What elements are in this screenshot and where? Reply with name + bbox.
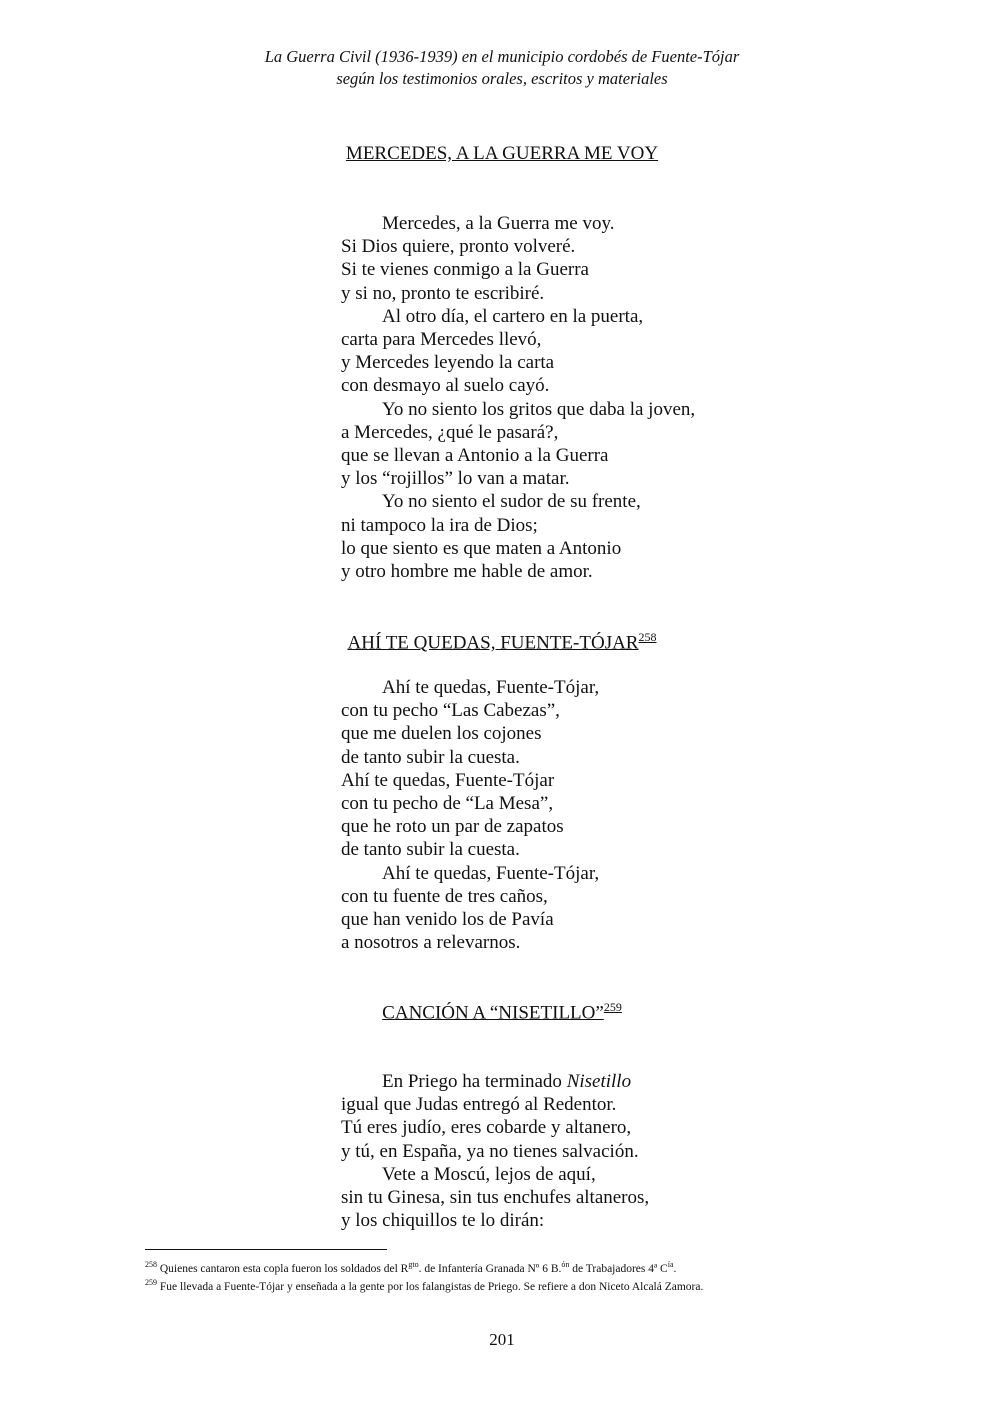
- verse-line: que he roto un par de zapatos: [341, 816, 564, 838]
- running-header-line-2: según los testimonios orales, escritos y materiales: [336, 69, 668, 88]
- footnote-separator: [145, 1249, 387, 1250]
- verse-line: con tu pecho “Las Cabezas”,: [341, 700, 560, 722]
- verse-line: lo que siento es que maten a Antonio: [341, 537, 622, 559]
- verse-line: y si no, pronto te escribiré.: [341, 282, 545, 304]
- footnote-ref-258: 258: [638, 630, 657, 644]
- verse-line: Ahí te quedas, Fuente-Tójar,: [382, 677, 600, 698]
- verse-line: de tanto subir la cuesta.: [341, 746, 520, 768]
- verse-line: que han venido los de Pavía: [341, 909, 554, 931]
- verse-line: Yo no siento los gritos que daba la joven,: [382, 398, 696, 420]
- verse-line: Al otro día, el cartero en la puerta,: [382, 305, 644, 327]
- song-verse-nisetillo: [341, 1070, 649, 1232]
- running-header-line-1: La Guerra Civil (1936-1939) en el municipio cordobés de Fuente-Tójar: [264, 47, 740, 66]
- verse-line: Si te vienes conmigo a la Guerra: [341, 259, 589, 281]
- verse-line: Mercedes, a la Guerra me voy.: [382, 213, 615, 234]
- song-verse-fuente-tojar: [341, 676, 599, 954]
- verse-line: Tú eres judío, eres cobarde y altanero,: [341, 1117, 632, 1139]
- verse-line: y otro hombre me hable de amor.: [341, 561, 593, 583]
- verse-line: y los “rojillos” lo van a matar.: [341, 468, 570, 490]
- verse-line: igual que Judas entregó al Redentor.: [341, 1094, 617, 1116]
- verse-line: ni tampoco la ira de Dios;: [341, 514, 538, 536]
- song-title-mercedes: MERCEDES, A LA GUERRA ME VOY: [345, 143, 659, 164]
- verse-line: con desmayo al suelo cayó.: [341, 375, 550, 397]
- song-title-nisetillo: CANCIÓN A “NISETILLO”$^{259}$: [382, 1000, 622, 1024]
- verse-line: que se llevan a Antonio a la Guerra: [341, 445, 609, 467]
- page-number: 201: [489, 1330, 515, 1349]
- verse-line: Yo no siento el sudor de su frente,: [382, 491, 641, 513]
- verse-line: sin tu Ginesa, sin tus enchufes altaneros,: [341, 1187, 650, 1209]
- footnote-ref-259: 259: [603, 1000, 622, 1014]
- verse-line: y los chiquillos te lo dirán:: [341, 1210, 545, 1232]
- verse-line: Si Dios quiere, pronto volveré.: [341, 236, 576, 258]
- verse-line: de tanto subir la cuesta.: [341, 839, 520, 861]
- verse-line: Ahí te quedas, Fuente-Tójar,: [382, 862, 600, 884]
- verse-line: En Priego ha terminado Nisetillo: [382, 1071, 632, 1092]
- verse-line: y tú, en España, ya no tienes salvación.: [341, 1140, 639, 1162]
- verse-line: Ahí te quedas, Fuente-Tójar: [341, 769, 555, 791]
- running-header: [0, 46, 1004, 90]
- song-title-fuente-tojar: AHÍ TE QUEDAS, FUENTE-TÓJAR$^{258}$: [347, 630, 657, 654]
- verse-line: con tu pecho de “La Mesa”,: [341, 793, 554, 815]
- verse-line: a nosotros a relevarnos.: [341, 932, 521, 954]
- verse-line: y Mercedes leyendo la carta: [341, 352, 555, 374]
- nisetillo-italic: Nisetillo: [566, 1071, 632, 1092]
- footnote-258: $^{258}$ Quienes cantaron esta copla fueron los soldados del $R^{gto}$. de Infantería Granada Nº 6 B.$^{ón}$ de Trabajadores 4ª $C^{ía}$.: [145, 1260, 677, 1275]
- verse-line: con tu fuente de tres caños,: [341, 885, 548, 907]
- verse-line: que me duelen los cojones: [341, 723, 542, 745]
- verse-line: a Mercedes, ¿qué le pasará?,: [341, 421, 559, 443]
- song-verse-mercedes: [341, 212, 695, 583]
- verse-line: carta para Mercedes llevó,: [341, 329, 542, 351]
- footnote-259: $^{259}$ Fue llevada a Fuente-Tójar y enseñada a la gente por los falangistas de Priego. Se refiere a don Niceto Alcalá Zamora.: [145, 1278, 704, 1293]
- verse-line: Vete a Moscú, lejos de aquí,: [382, 1163, 596, 1185]
